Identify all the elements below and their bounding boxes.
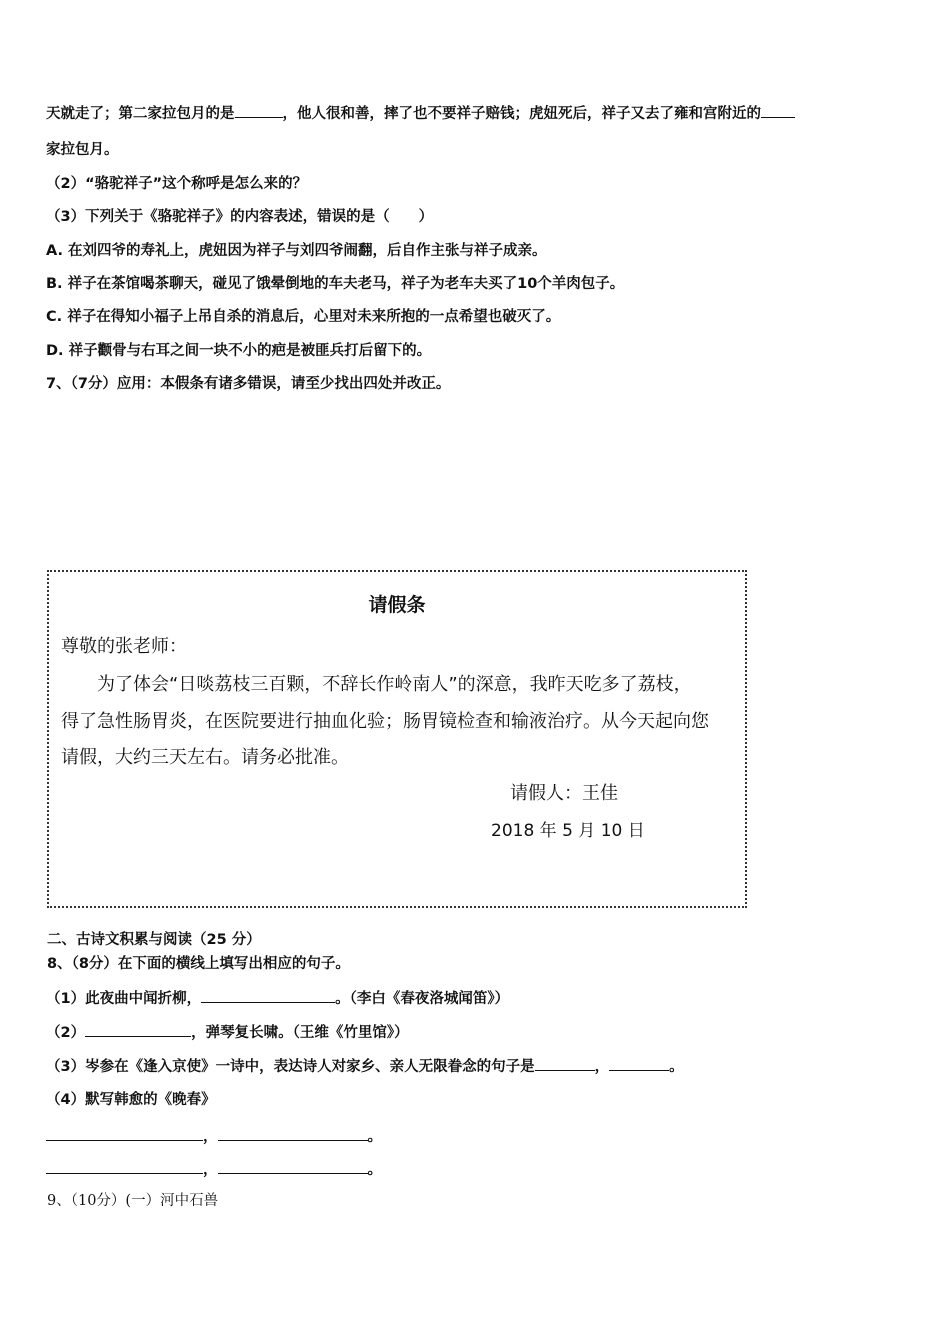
q6-sub3: （3）下列关于《骆驼祥子》的内容表述，错误的是（ ） [46,209,434,225]
q6-option-c: C. 祥子在得知小福子上吊自杀的消息后，心里对未来所抱的一点希望也破灭了。 [46,309,561,325]
section2-heading: 二、古诗文积累与阅读（25 分） [47,932,261,948]
q8-item4: （4）默写韩愈的《晚春》 [46,1092,216,1108]
q8-prompt: 8、（8分）在下面的横线上填写出相应的句子。 [47,956,350,972]
answer-blank[interactable] [535,1056,595,1071]
leave-note-title: 请假条 [368,594,426,616]
q8-item4-line2 [46,1159,382,1180]
q8-item2-text-a: （2） [46,1025,86,1041]
period: 。 [367,1129,382,1145]
leave-note-salutation: 尊敬的张老师： [61,636,187,657]
q6-option-a: A. 在刘四爷的寿礼上，虎妞因为祥子与刘四爷闹翻，后自作主张与祥子成亲。 [46,243,547,259]
answer-blank[interactable] [201,988,335,1003]
q8-item3 [46,1056,684,1077]
leave-note-body-line2: 得了急性肠胃炎，在医院要进行抽血化验；肠胃镜检查和输液治疗。从今天起向您 [61,711,709,732]
q8-item1-text-a: （1）此夜曲中闻折柳， [46,991,202,1007]
q6-line1-text-b: ，他人很和善，摔了也不要祥子赔钱；虎妞死后，祥子又去了雍和宫附近的 [282,106,761,122]
answer-blank[interactable] [218,1159,368,1174]
answer-blank[interactable] [46,1126,203,1141]
leave-note-body-line1: 为了体会“日啖荔枝三百颗，不辞长作岭南人”的深意，我昨天吃多了荔枝， [97,674,692,695]
q7-prompt: 7、（7分）应用：本假条有诸多错误，请至少找出四处并改正。 [46,376,451,392]
q8-item3-text-a: （3）岑参在《逢入京使》一诗中，表达诗人对家乡、亲人无限眷念的句子是 [46,1059,535,1075]
q6-option-d: D. 祥子颧骨与右耳之间一块不小的疤是被匪兵打后留下的。 [46,343,432,359]
leave-note-body-line3: 请假，大约三天左右。请务必批准。 [61,747,349,768]
q8-item2 [46,1022,409,1043]
answer-blank[interactable] [85,1022,191,1037]
q6-line1 [46,103,795,124]
answer-blank[interactable] [235,103,283,118]
q6-option-b: B. 祥子在茶馆喝茶聊天，碰见了饿晕倒地的车夫老马，祥子为老车夫买了10个羊肉包子。 [46,276,625,292]
q8-item3-text-c: 。 [669,1059,684,1075]
comma: ， [203,1129,218,1145]
answer-blank[interactable] [761,103,795,118]
leave-note-box [47,570,747,908]
answer-blank[interactable] [218,1126,368,1141]
q8-item1 [46,988,509,1009]
q8-item2-text-b: ，弹琴复长啸。（王维《竹里馆》） [191,1025,409,1041]
leave-note-signer: 请假人：王佳 [510,783,618,804]
q6-sub2: （2）“骆驼祥子”这个称呼是怎么来的？ [46,176,308,192]
answer-blank[interactable] [46,1159,203,1174]
q8-item1-text-b: 。（李白《春夜洛城闻笛》） [335,991,510,1007]
q6-line1-text-a: 天就走了；第二家拉包月的是 [46,106,235,122]
q6-line2: 家拉包月。 [46,142,119,158]
comma: ， [203,1162,218,1178]
q9-prompt: 9、（10分）(一）河中石兽 [47,1193,219,1209]
answer-blank[interactable] [609,1056,669,1071]
q8-item4-line1 [46,1126,382,1147]
period: 。 [367,1162,382,1178]
q8-item3-text-b: ， [594,1059,610,1075]
leave-note-date: 2018 年 5 月 10 日 [491,821,645,841]
